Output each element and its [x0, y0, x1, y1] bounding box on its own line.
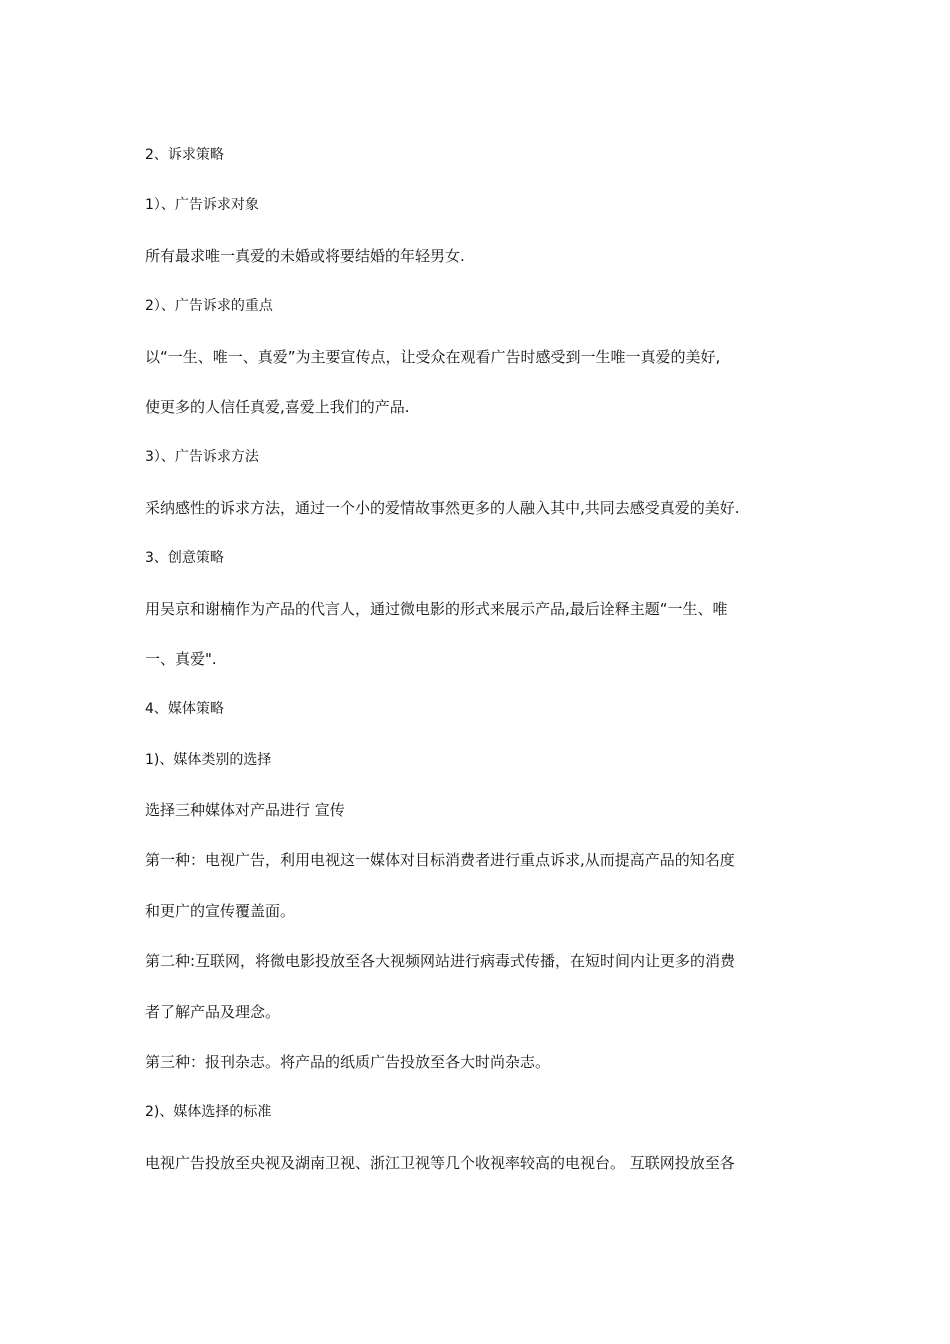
subheading-media-category: 1)、媒体类别的选择 — [145, 751, 272, 768]
paragraph-line: 第二种:互联网，将微电影投放至各大视频网站进行病毒式传播，在短时间内让更多的消费 — [145, 952, 736, 971]
section-heading-media-strategy: 4、媒体策略 — [145, 701, 224, 718]
paragraph-line: 所有最求唯一真爱的未婚或将要结婚的年轻男女. — [145, 246, 465, 265]
subheading-appeal-focus: 2）、广告诉求的重点 — [145, 298, 273, 315]
paragraph-line: 者了解产品及理念。 — [145, 1002, 281, 1021]
paragraph-line: 第一种：电视广告，利用电视这一媒体对目标消费者进行重点诉求,从而提高产品的知名度 — [145, 851, 735, 870]
paragraph-line: 使更多的人信任真爱,喜爱上我们的产品. — [145, 397, 410, 416]
subheading-appeal-method: 3）、广告诉求方法 — [145, 449, 259, 466]
paragraph-line: 采纳感性的诉求方法，通过一个小的爱情故事然更多的人融入其中,共同去感受真爱的美好. — [145, 498, 740, 517]
subheading-media-selection-criteria: 2)、媒体选择的标准 — [145, 1104, 272, 1121]
section-heading-creative-strategy: 3、创意策略 — [145, 550, 224, 567]
paragraph-line: 第三种：报刊杂志。将产品的纸质广告投放至各大时尚杂志。 — [145, 1053, 551, 1072]
paragraph-line: 一、真爱". — [145, 649, 217, 668]
section-heading-appeal-strategy: 2、诉求策略 — [145, 147, 224, 163]
paragraph-line: 用吴京和谢楠作为产品的代言人，通过微电影的形式来展示产品,最后诠释主题“一生、唯 — [145, 599, 728, 618]
paragraph-line: 和更广的宣传覆盖面。 — [145, 901, 296, 920]
paragraph-line: 选择三种媒体对产品进行 宣传 — [145, 801, 345, 820]
subheading-appeal-target: 1）、广告诉求对象 — [145, 197, 259, 214]
paragraph-line: 电视广告投放至央视及湖南卫视、浙江卫视等几个收视率较高的电视台。 互联网投放至各 — [145, 1153, 735, 1172]
paragraph-line: 以“一生、唯一、真爱”为主要宣传点，让受众在观看广告时感受到一生唯一真爱的美好, — [145, 347, 721, 366]
document-body — [145, 140, 810, 1198]
